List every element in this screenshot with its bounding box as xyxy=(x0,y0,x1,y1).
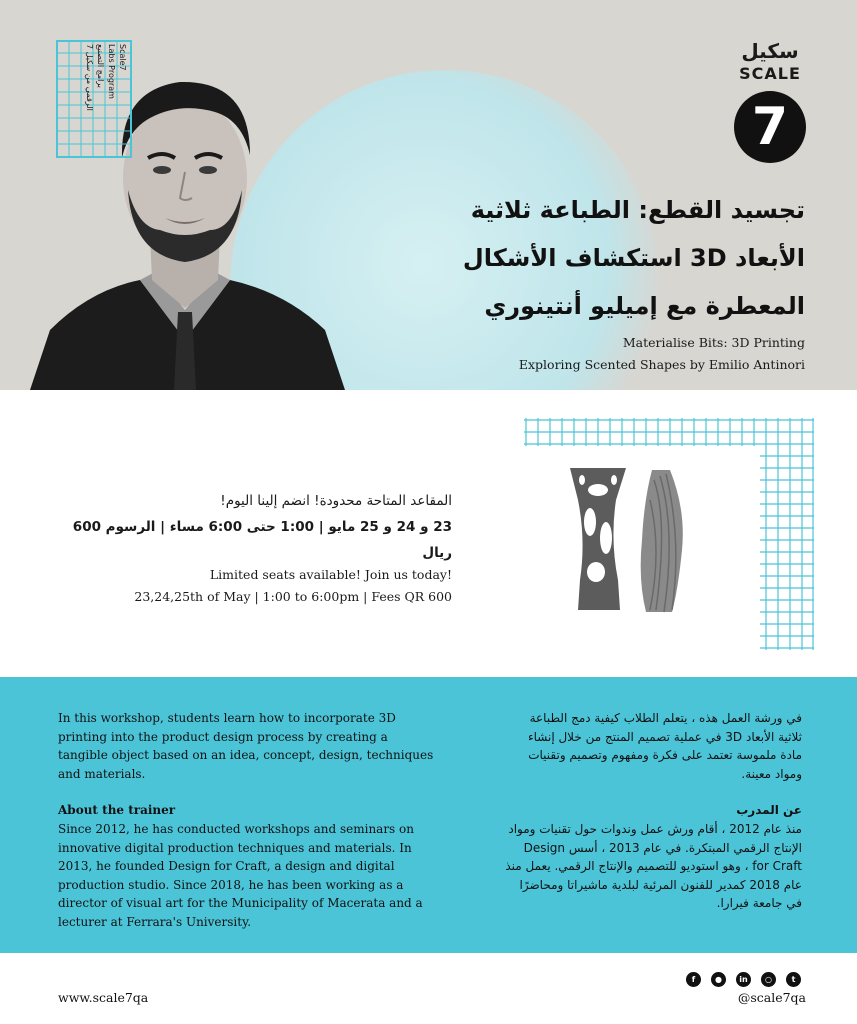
seats-ar-line-2: 23 و 24 و 25 مايو | 1:00 حتى 6:00 مساء | الرسوم 600 ريال xyxy=(72,519,452,561)
workshop-description-en: In this workshop, students learn how to incorporate 3D printing into the product design process by creating a tangible object based on an idea, concept, design, techniques and materials. xyxy=(58,711,434,781)
seats-en-line-2: 23,24,25th of May | 1:00 to 6:00pm | Fees QR 600 xyxy=(134,589,452,604)
workshop-description-ar: في ورشة العمل هذه ، يتعلم الطلاب كيفية دمج الطباعة ثلاثية الأبعاد 3D في عملية تصميم المنتج من خلال إنشاء مادة ملموسة تعتمد على فكرة ومفهوم وتصميم وتقنيات ومواد معينة. xyxy=(527,711,802,781)
badge-line-3: برامج التصنيع xyxy=(96,44,105,88)
header-band xyxy=(0,0,857,390)
badge-line-2: Labs Program xyxy=(107,44,116,99)
trainer-heading-en: About the trainer xyxy=(58,803,176,818)
seats-info-arabic xyxy=(60,488,452,566)
badge-line-1: Scale7 xyxy=(118,44,127,71)
trainer-heading-ar: عن المدرب xyxy=(736,803,802,818)
logo-numeral: 7 xyxy=(734,91,806,163)
scale7-logo xyxy=(722,40,818,163)
program-badge-text xyxy=(60,44,128,154)
trainer-bio-ar: منذ عام 2012 ، أقام ورش عمل وندوات حول تقنيات ومواد الإنتاج الرقمي المبتكرة. في عام 2013 ، أسس Design for Craft ، وهو استوديو للتصميم والإنتاج الرقمي. يعمل منذ عام 2018 كمدير للفنون المرئية لبلدية ماشيراتا ومحاضرًا في جامعة فيرارا. xyxy=(505,821,802,911)
title-en-line-2: Exploring Scented Shapes by Emilio Antinori xyxy=(518,357,805,372)
seats-info-english xyxy=(60,564,452,608)
title-en-line-1: Materialise Bits: 3D Printing xyxy=(622,335,805,350)
social-icons xyxy=(686,972,806,988)
info-column-arabic xyxy=(504,709,802,913)
trainer-bio-en: Since 2012, he has conducted workshops and seminars on innovative digital production techniques and materials. In 2013, he founded Design for Craft, a design and digital production studio. Since 2018, he has been working as a director of visual art for the Municipality of Macerata and a lecturer at Ferrara's University. xyxy=(58,821,423,929)
workshop-title-english xyxy=(375,332,805,376)
twitter-icon[interactable]: t xyxy=(786,972,801,987)
badge-line-4: الرقمي من سكيل 7 xyxy=(85,44,94,111)
3d-printed-vases xyxy=(560,460,700,620)
linkedin-icon[interactable]: in xyxy=(736,972,751,987)
instagram-icon[interactable]: ○ xyxy=(761,972,776,987)
website-link[interactable]: www.scale7qa xyxy=(58,990,149,1005)
seats-ar-line-1: المقاعد المتاحة محدودة! انضم إلينا اليوم! xyxy=(220,493,452,509)
title-ar-line-2: الأبعاد 3D استكشاف الأشكال xyxy=(462,244,805,272)
info-column-english xyxy=(58,709,438,932)
title-ar-line-1: تجسيد القطع: الطباعة ثلاثية xyxy=(470,196,805,224)
social-handle[interactable]: @scale7qa xyxy=(737,990,806,1005)
logo-english: SCALE xyxy=(739,64,801,83)
facebook-icon[interactable]: f xyxy=(686,972,701,987)
logo-arabic: سكيل xyxy=(741,39,799,63)
workshop-title-arabic xyxy=(375,186,805,330)
seats-en-line-1: Limited seats available! Join us today! xyxy=(209,567,452,582)
title-ar-line-3: المعطرة مع إميليو أنتينوري xyxy=(484,292,805,320)
snapchat-icon[interactable]: ● xyxy=(711,972,726,987)
